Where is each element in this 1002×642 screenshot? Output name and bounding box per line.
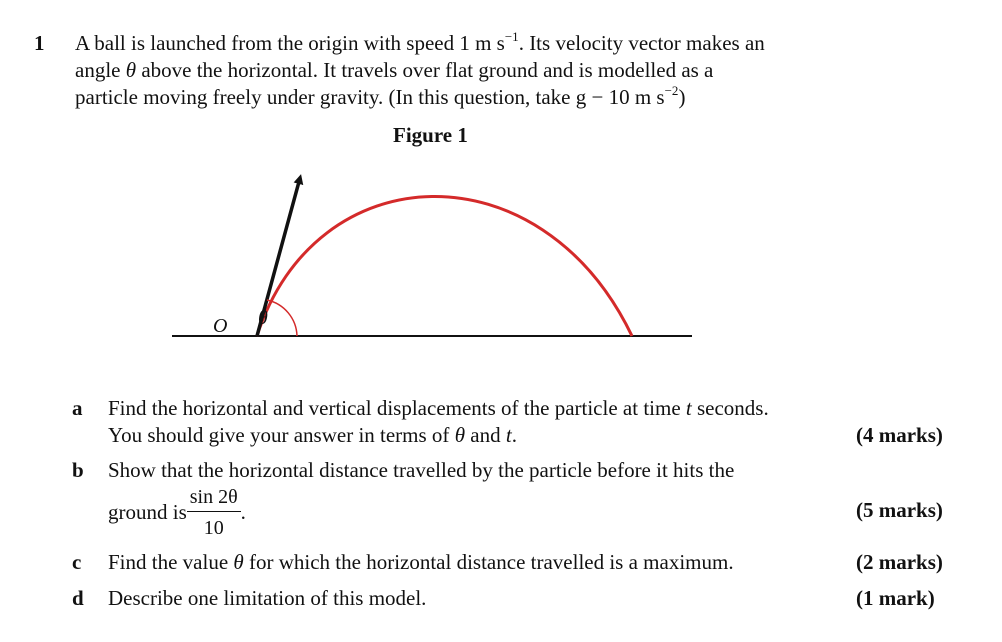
part-a-label: a xyxy=(72,396,83,420)
angle-arc xyxy=(267,300,297,336)
part-b-text: ground is xyxy=(108,500,187,524)
stem-text: A ball is launched from the origin with speed 1 m s xyxy=(75,31,505,55)
part-b-label: b xyxy=(72,458,84,482)
figure-title: Figure 1 xyxy=(393,123,468,147)
part-b-marks: (5 marks) xyxy=(856,498,943,522)
part-d-marks: (1 mark) xyxy=(856,586,935,610)
stem-text: ) xyxy=(678,85,686,109)
stem-text: angle xyxy=(75,58,126,82)
theta-symbol: θ xyxy=(233,550,244,574)
gravity-unit-exponent: −2 xyxy=(664,83,679,98)
part-a-text: Find the horizontal and vertical displacements of the particle at time xyxy=(108,396,686,420)
stem-text: particle moving freely under gravity. (In this question, take g − 10 m s xyxy=(75,85,665,109)
part-b-line-2 xyxy=(108,482,246,542)
time-symbol: t xyxy=(685,396,692,420)
fraction-numerator: sin 2θ xyxy=(187,485,241,512)
part-c-text: Find the value xyxy=(108,550,234,574)
part-d-label: d xyxy=(72,586,84,610)
fraction-denominator: 10 xyxy=(203,516,224,539)
part-a-text: and xyxy=(465,423,506,447)
part-d-line-1: Describe one limitation of this model. xyxy=(108,586,427,610)
part-a-text: You should give your answer in terms of xyxy=(108,423,455,447)
part-c-label: c xyxy=(72,550,82,574)
part-c-text: for which the horizontal distance travelled is a maximum. xyxy=(243,550,734,574)
part-a-marks: (4 marks) xyxy=(856,423,943,447)
question-number: 1 xyxy=(34,31,45,55)
stem-text: above the horizontal. It travels over flat ground and is modelled as a xyxy=(136,58,714,82)
part-a-text: seconds. xyxy=(691,396,769,420)
speed-unit-exponent: −1 xyxy=(504,29,519,44)
part-a-line-1 xyxy=(108,395,769,421)
distance-fraction xyxy=(187,485,241,540)
theta-symbol: θ xyxy=(454,423,466,447)
stem-text: . Its velocity vector makes an xyxy=(518,31,765,55)
question-stem-line-1 xyxy=(75,30,765,56)
part-a-text: . xyxy=(511,423,517,447)
projectile-figure xyxy=(160,160,720,360)
origin-label: O xyxy=(213,315,228,337)
question-stem-line-3 xyxy=(75,84,685,110)
theta-symbol: θ xyxy=(125,58,137,82)
part-b-text: . xyxy=(240,500,246,524)
part-c-line-1 xyxy=(108,549,734,575)
part-c-marks: (2 marks) xyxy=(856,550,943,574)
question-stem-line-2 xyxy=(75,57,713,83)
trajectory-curve xyxy=(257,196,632,336)
part-b-line-1: Show that the horizontal distance travelled by the particle before it hits the xyxy=(108,458,735,482)
time-symbol: t xyxy=(505,423,512,447)
angle-label: θ xyxy=(258,307,268,329)
part-a-line-2 xyxy=(108,422,517,448)
